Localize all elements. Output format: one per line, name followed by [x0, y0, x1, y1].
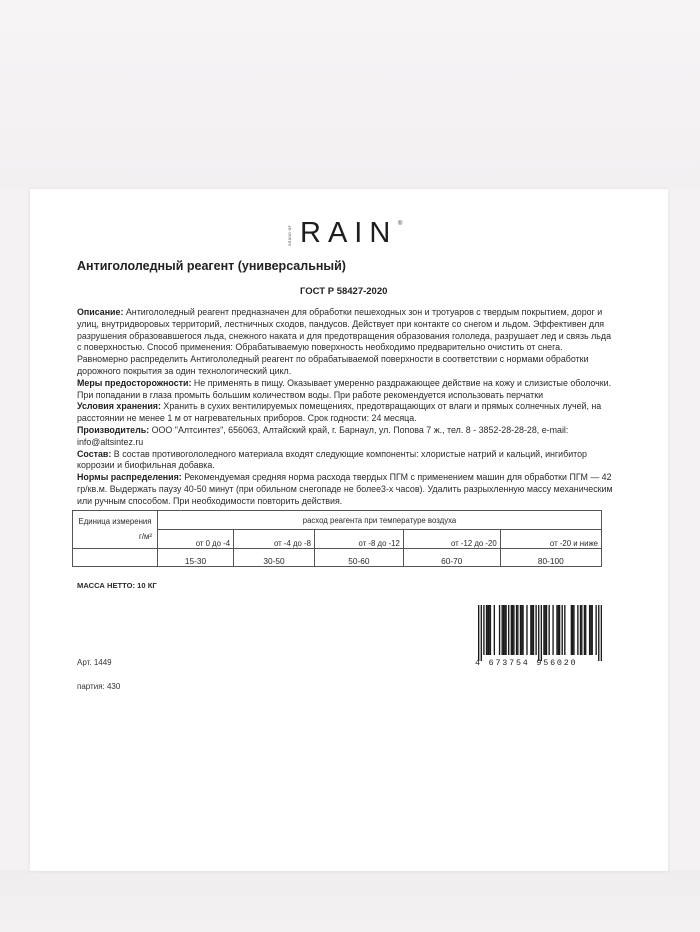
- barcode-bar: [513, 605, 514, 655]
- barcode-bar: [517, 605, 518, 655]
- barcode-bar: [486, 605, 487, 655]
- barcode-bar: [490, 605, 491, 655]
- barcode-bar: [595, 605, 596, 655]
- unit-header-cell: [73, 511, 158, 549]
- barcode-bar: [541, 605, 542, 661]
- section-heading: Нормы распределения:: [77, 472, 182, 483]
- section-heading: Описание:: [77, 307, 124, 317]
- barcode-bar: [532, 605, 533, 655]
- brand-logo: [288, 219, 418, 249]
- barcode-bar: [580, 605, 581, 655]
- barcode-bar: [601, 605, 602, 661]
- range-cell: от -12 до -20: [403, 530, 500, 548]
- barcode-bar: [499, 605, 500, 655]
- barcode-bar: [516, 605, 517, 655]
- barcode-bar: [526, 605, 527, 655]
- barcode-bar: [521, 605, 522, 655]
- value-cell: 15-30: [158, 548, 234, 566]
- section-heading: Условия хранения:: [77, 401, 161, 412]
- barcode-bar: [504, 605, 505, 655]
- barcode-bar: [585, 605, 586, 655]
- consumption-table: [72, 510, 602, 567]
- barcode-bar: [545, 605, 546, 655]
- section-manufacturer: [77, 425, 615, 449]
- barcode-bar: [503, 605, 504, 655]
- background-bottom: [0, 870, 700, 932]
- barcode-bar: [543, 605, 544, 655]
- value-cell: 50-60: [314, 548, 403, 566]
- value-cell: 60-70: [403, 548, 500, 566]
- barcode-bar: [535, 605, 536, 655]
- barcode-bar: [533, 605, 534, 655]
- barcode-bar: [564, 605, 565, 655]
- unit-header: Единица измерения: [78, 517, 152, 527]
- section-norms: [77, 472, 615, 507]
- range-cell: от -20 и ниже: [500, 530, 601, 548]
- barcode-bar: [592, 605, 593, 655]
- barcode-bar: [572, 605, 573, 655]
- section-heading: Состав:: [77, 448, 112, 459]
- background-top: [0, 0, 700, 190]
- barcode-bar: [598, 605, 599, 661]
- section-text: Хранить в сухих вентилируемых помещениях, предотвращающих от влаги и прямых солнечных лучей, на расстоянии не менее 1 м от нагревательных приборов. Срок годности: 24 месяца.: [77, 401, 602, 424]
- batch-number: партия: 430: [77, 682, 121, 691]
- range-cell: от -8 до -12: [314, 530, 403, 548]
- section-text: ООО "Алтсинтез", 656063, Алтайский край, г. Барнаул, ул. Попова 7 ж., тел. 8 - 3852-28-28-28, e-mail: info@altsintez.ru: [77, 424, 569, 447]
- barcode-bar: [573, 605, 574, 655]
- barcode-bar: [538, 605, 539, 661]
- barcode-bar: [478, 605, 479, 661]
- barcode-bar: [501, 605, 502, 655]
- barcode-bar: [508, 605, 509, 655]
- barcode-bar: [483, 605, 484, 655]
- barcode-bar: [552, 605, 553, 655]
- brand-name: RAIN: [300, 217, 398, 249]
- barcode-bar: [559, 605, 560, 655]
- barcode-bar: [487, 605, 488, 655]
- product-title: Антигололедный реагент (универсальный): [77, 259, 346, 273]
- section-composition: [77, 449, 615, 473]
- label-body: [77, 307, 615, 508]
- value-cell: 30-50: [234, 548, 315, 566]
- barcode-bar: [558, 605, 559, 655]
- unit-spacer-cell: [73, 548, 158, 566]
- value-cell: 80-100: [500, 548, 601, 566]
- net-mass: МАССА НЕТТО: 10 КГ: [77, 581, 157, 590]
- product-standard: ГОСТ Р 58427-2020: [300, 286, 388, 297]
- range-cell: от -4 до -8: [234, 530, 315, 548]
- barcode-bar: [481, 605, 482, 661]
- barcode-bar: [546, 605, 547, 655]
- section-precautions: [77, 378, 615, 402]
- section-storage: [77, 401, 615, 425]
- registered-mark: ®: [398, 221, 403, 227]
- section-text: В состав противогололедного материала входят следующие компоненты: хлористые натрий и кальций, ингибитор коррозии и биофильная добавка.: [77, 448, 587, 471]
- barcode-bar: [530, 605, 531, 655]
- barcode-bar: [584, 605, 585, 655]
- barcode-bar: [589, 605, 590, 655]
- barcode-bar: [590, 605, 591, 655]
- section-heading: Меры предосторожности:: [77, 377, 192, 388]
- barcode-bar: [556, 605, 557, 655]
- barcode-bar: [512, 605, 513, 655]
- barcode-digits: 4 673754 956020: [475, 658, 578, 668]
- section-description: [77, 307, 615, 378]
- section-heading: Производитель:: [77, 424, 150, 435]
- brand-tagline: SOUND OF: [288, 224, 292, 246]
- barcode-bar: [562, 605, 563, 655]
- barcode-bar: [511, 605, 512, 655]
- barcode-bar: [520, 605, 521, 655]
- range-cell: от 0 до -4: [158, 530, 234, 548]
- barcode-bar: [505, 605, 506, 655]
- barcode-bar: [488, 605, 489, 655]
- barcode-bar: [548, 605, 549, 655]
- barcode-bar: [494, 605, 495, 655]
- section-text: Не применять в пищу. Оказывает умеренно раздражающее действие на кожу и слизистые оболочки. При попадании в глаза промыть большим количеством воды. При работе рекомендуется использовать перчатки: [77, 377, 612, 400]
- table-caption: расход реагента при температуре воздуха: [158, 511, 602, 530]
- barcode-bar: [581, 605, 582, 655]
- article-number: Арт. 1449: [77, 658, 112, 667]
- section-text: Рекомендуемая средняя норма расхода твердых ПГМ с применением машин для обработки ПГМ — 42 гр/кв.м. Выдержать паузу 40-50 минут (при обильном снегопаде не более3-х часов). Удалить разрыхленную массу механическим или ручным способом. При необходимости повторить действия.: [77, 472, 613, 506]
- barcode-bar: [571, 605, 572, 655]
- section-text: Антигололедный реагент предназначен для обработки пешеходных зон и тротуаров с твердым покрытием, дорог и улиц, внутридворовых территорий, лестничных сходов, пандусов. Действует при контакте со снегом и льдом. Эффективен для разрушения образовавшегося льда, снежного наката и для предотвращения образования гололеда, разрушает лед и связь льда с поверхностью. Способ применения: Обрабатываемую поверхность необходимо предварительно очистить от снега. Равномерно распределить Антигололедный реагент по обрабатываемой поверхности в соответствии с нормами обработки дорожного покрытия за один технологический цикл.: [77, 307, 612, 376]
- barcode-bar: [577, 605, 578, 655]
- unit-value: г/м²: [139, 532, 152, 542]
- barcode-bar: [522, 605, 523, 655]
